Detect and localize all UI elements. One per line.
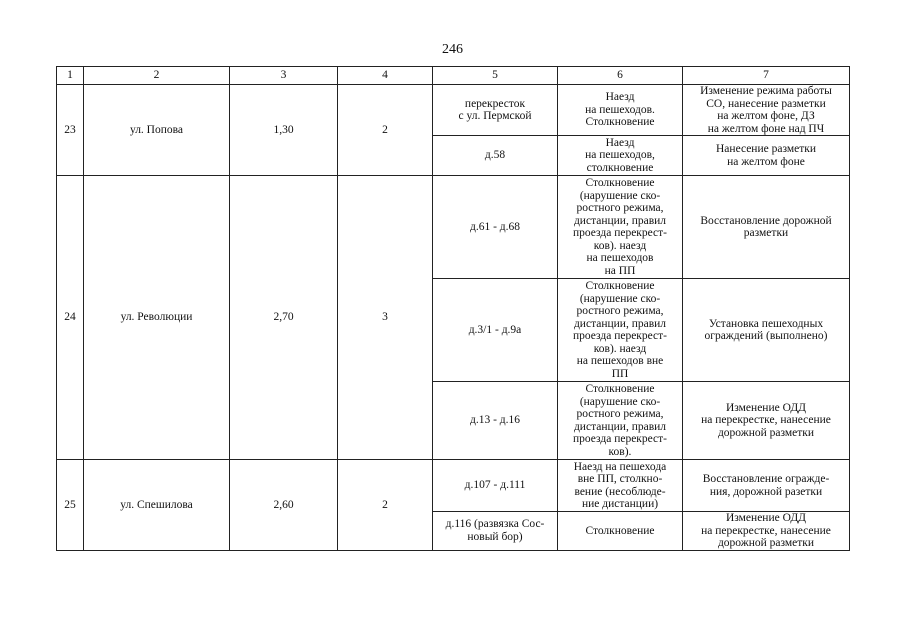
incident-cell: Наезд на пешехода вне ПП, столкно- вение (несоблюде- ние дистанции) (558, 460, 683, 512)
location-cell: д.116 (развязка Сос- новый бор) (433, 512, 558, 551)
location-cell: д.3/1 - д.9а (433, 279, 558, 382)
row-number: 25 (57, 460, 84, 551)
street-name: ул. Революции (84, 176, 230, 460)
street-name: ул. Спешилова (84, 460, 230, 551)
section-length: 2,70 (230, 176, 338, 460)
incident-cell: Наезд на пешеходов, столкновение (558, 136, 683, 176)
page-number: 246 (442, 42, 463, 57)
measures-cell: Изменение режима работы СО, нанесение разметки на желтом фоне, ДЗ на желтом фоне над ПЧ (683, 85, 850, 136)
header-row (57, 67, 850, 85)
header-cell: 6 (558, 67, 683, 85)
section-length: 2,60 (230, 460, 338, 551)
incident-cell: Столкновение (558, 512, 683, 551)
incident-count: 3 (338, 176, 433, 460)
incident-cell: Столкновение (нарушение ско- ростного режима, дистанции, правил проезда перекрест- ков). (558, 382, 683, 460)
header-cell: 4 (338, 67, 433, 85)
header-cell: 3 (230, 67, 338, 85)
data-table (56, 66, 850, 551)
measures-cell: Восстановление дорожной разметки (683, 176, 850, 279)
table-row (57, 460, 850, 512)
measures-cell: Установка пешеходных ограждений (выполнено) (683, 279, 850, 382)
table-row (57, 85, 850, 136)
incident-count: 2 (338, 85, 433, 176)
location-cell: д.58 (433, 136, 558, 176)
header-cell: 7 (683, 67, 850, 85)
location-cell: д.61 - д.68 (433, 176, 558, 279)
measures-cell: Восстановление огражде- ния, дорожной разетки (683, 460, 850, 512)
location-cell: д.13 - д.16 (433, 382, 558, 460)
incident-cell: Столкновение (нарушение ско- ростного режима, дистанции, правил проезда перекрест- ков). наезд на пешеходов на ПП (558, 176, 683, 279)
street-name: ул. Попова (84, 85, 230, 176)
header-cell: 1 (57, 67, 84, 85)
measures-cell: Нанесение разметки на желтом фоне (683, 136, 850, 176)
header-cell: 5 (433, 67, 558, 85)
row-number: 23 (57, 85, 84, 176)
table-row (57, 176, 850, 279)
section-length: 1,30 (230, 85, 338, 176)
incident-cell: Столкновение (нарушение ско- ростного режима, дистанции, правил проезда перекрест- ков). наезд на пешеходов вне ПП (558, 279, 683, 382)
location-cell: д.107 - д.111 (433, 460, 558, 512)
measures-cell: Изменение ОДД на перекрестке, нанесение дорожной разметки (683, 512, 850, 551)
incident-cell: Наезд на пешеходов. Столкновение (558, 85, 683, 136)
header-cell: 2 (84, 67, 230, 85)
incident-count: 2 (338, 460, 433, 551)
location-cell: перекресток с ул. Пермской (433, 85, 558, 136)
measures-cell: Изменение ОДД на перекрестке, нанесение дорожной разметки (683, 382, 850, 460)
row-number: 24 (57, 176, 84, 460)
